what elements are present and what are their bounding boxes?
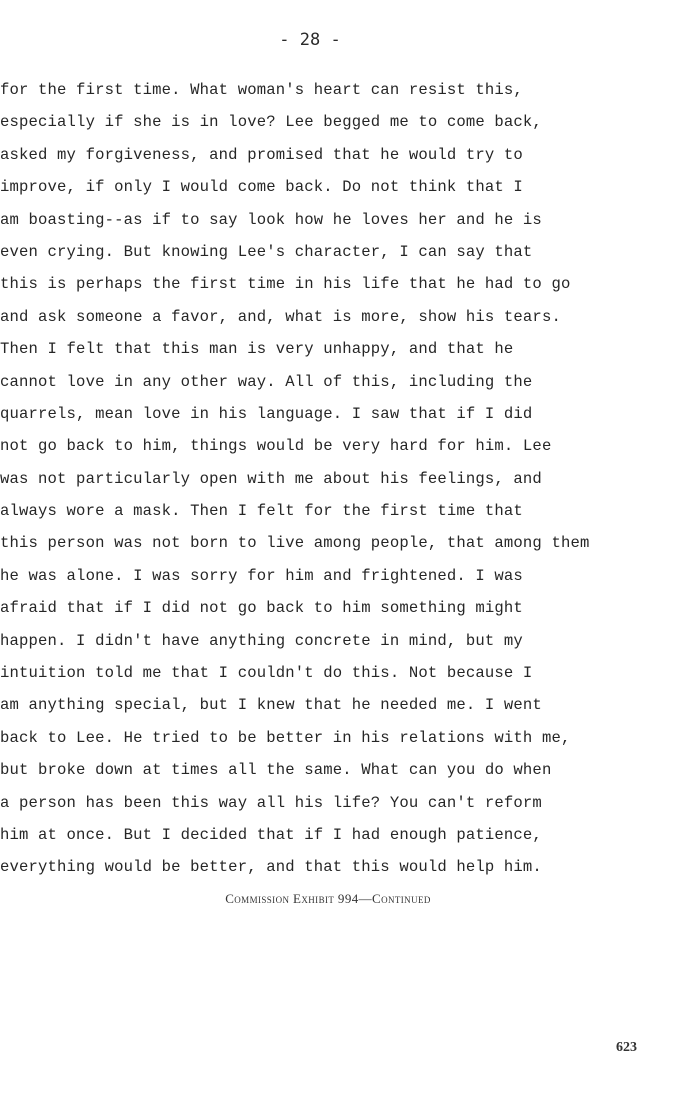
exhibit-caption: Commission Exhibit 994—Continued [225, 891, 431, 906]
folio-page-number: 623 [616, 1040, 637, 1055]
text-line: back to Lee. He tried to be better in his relations with me, [0, 728, 571, 747]
text-line: quarrels, mean love in his language. I saw that if I did [0, 404, 533, 423]
text-line: him at once. But I decided that if I had enough patience, [0, 825, 542, 844]
text-line: but broke down at times all the same. What can you do when [0, 761, 552, 780]
text-line: Then I felt that this man is very unhappy, and that he [0, 340, 514, 359]
text-line: intuition told me that I couldn't do this. Not because I [0, 664, 533, 683]
text-line: was not particularly open with me about his feelings, and [0, 469, 542, 488]
text-line: improve, if only I would come back. Do not think that I [0, 178, 523, 197]
text-line: am boasting--as if to say look how he loves her and he is [0, 210, 542, 229]
text-line: especially if she is in love? Lee begged me to come back, [0, 113, 542, 132]
text-line: this person was not born to live among people, that among them [0, 534, 590, 553]
text-line: and ask someone a favor, and, what is more, show his tears. [0, 307, 561, 326]
text-line: afraid that if I did not go back to him something might [0, 599, 523, 618]
text-line: even crying. But knowing Lee's character, I can say that [0, 242, 533, 261]
body-text [0, 74, 691, 884]
text-line: happen. I didn't have anything concrete in mind, but my [0, 631, 523, 650]
text-line: asked my forgiveness, and promised that he would try to [0, 145, 523, 164]
text-line: this is perhaps the first time in his life that he had to go [0, 275, 571, 294]
text-line: everything would be better, and that this would help him. [0, 858, 542, 877]
text-line: he was alone. I was sorry for him and frightened. I was [0, 566, 523, 585]
text-line: am anything special, but I knew that he needed me. I went [0, 696, 542, 715]
page-number: - 28 - [279, 30, 341, 50]
text-line: not go back to him, things would be very hard for him. Lee [0, 437, 552, 456]
text-line: always wore a mask. Then I felt for the first time that [0, 502, 523, 521]
text-line: a person has been this way all his life? You can't reform [0, 793, 542, 812]
text-line: for the first time. What woman's heart can resist this, [0, 81, 523, 99]
text-line: cannot love in any other way. All of this, including the [0, 372, 533, 391]
